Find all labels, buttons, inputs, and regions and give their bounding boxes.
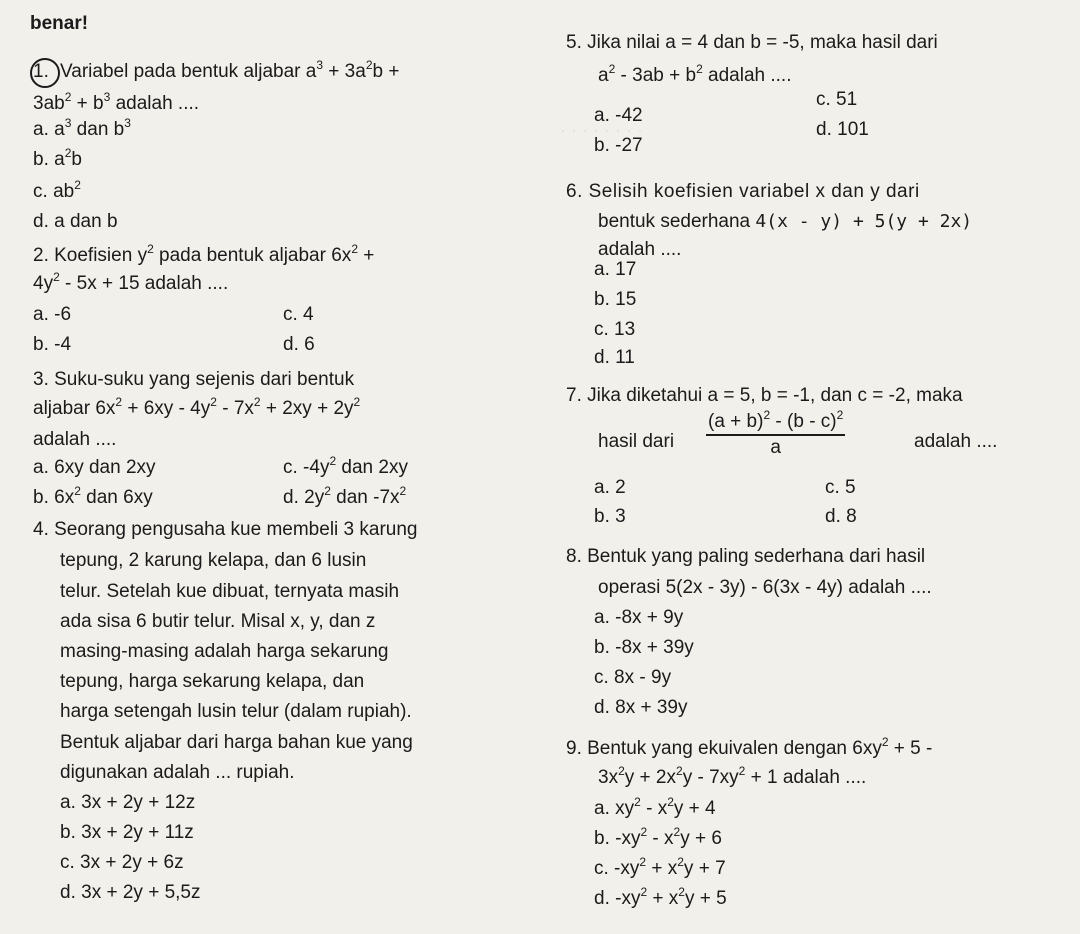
q2-option-d[interactable]: d. 6 xyxy=(283,334,315,355)
q2-stem-line-1: 2. Koefisien $y^2$ pada bentuk aljabar $6x^2$ + xyxy=(33,242,375,266)
q4-stem-line-8: Bentuk aljabar dari harga bahan kue yang xyxy=(60,732,413,753)
q2-option-a[interactable]: a. -6 xyxy=(33,304,72,325)
q5-option-d[interactable]: d. 101 xyxy=(816,119,869,140)
bleed-through-text: · · · · · · · · xyxy=(560,120,643,140)
q4-stem-line-2: tepung, 2 karung kelapa, dan 6 lusin xyxy=(60,550,367,571)
q7-fraction-denominator: a xyxy=(770,437,781,458)
q9-option-a[interactable]: a. $xy^2 - x^2y + 4$ xyxy=(594,795,716,819)
q7-adalah: adalah .... xyxy=(914,431,998,452)
q1-option-a[interactable]: a. $a^3$ dan $b^3$ xyxy=(33,116,131,140)
q4-option-a[interactable]: a. 3x + 2y + 12z xyxy=(60,792,196,813)
q1-option-b[interactable]: b. $a^2b$ xyxy=(33,146,82,170)
q1-option-d[interactable]: d. a dan b xyxy=(33,211,118,232)
q4-stem-line-1: 4. Seorang pengusaha kue membeli 3 karung xyxy=(33,519,418,540)
q4-stem-line-4: ada sisa 6 butir telur. Misal x, y, dan z xyxy=(60,611,376,632)
q3-option-d[interactable]: d. $2y^2$ dan $-7x^2$ xyxy=(283,484,407,508)
q8-option-b[interactable]: b. -8x + 39y xyxy=(594,637,694,658)
q7-stem-line-1: 7. Jika diketahui a = 5, b = -1, dan c = -2, maka xyxy=(566,385,963,406)
q2-option-b[interactable]: b. -4 xyxy=(33,334,72,355)
q4-option-d[interactable]: d. 3x + 2y + 5,5z xyxy=(60,882,201,903)
q4-option-c[interactable]: c. 3x + 2y + 6z xyxy=(60,852,184,873)
q7-option-c[interactable]: c. 5 xyxy=(825,477,856,498)
q7-option-a[interactable]: a. 2 xyxy=(594,477,626,498)
q4-stem-line-3: telur. Setelah kue dibuat, ternyata masih xyxy=(60,581,400,602)
q6-stem-line-2: bentuk sederhana 4(x - y) + 5(y + 2x) xyxy=(598,211,973,232)
q8-stem-line-1: 8. Bentuk yang paling sederhana dari hasil xyxy=(566,546,926,567)
q8-option-a[interactable]: a. -8x + 9y xyxy=(594,607,684,628)
q4-stem-line-9: digunakan adalah ... rupiah. xyxy=(60,762,295,783)
q5-option-b[interactable]: b. -27 xyxy=(594,135,643,156)
q8-option-c[interactable]: c. 8x - 9y xyxy=(594,667,672,688)
q3-stem-line-3: adalah .... xyxy=(33,429,117,450)
q5-option-c[interactable]: c. 51 xyxy=(816,89,858,110)
q9-option-d[interactable]: d. $-xy^2 + x^2y + 5$ xyxy=(594,885,727,909)
q6-stem-line-1: 6. Selisih koefisien variabel x dan y dari xyxy=(566,181,920,202)
q4-stem-line-6: tepung, harga sekarung kelapa, dan xyxy=(60,671,365,692)
q9-stem-line-2: $3x^2y + 2x^2y - 7xy^2 + 1$ adalah .... xyxy=(598,764,867,788)
q4-stem-line-5: masing-masing adalah harga sekarung xyxy=(60,641,389,662)
q9-stem-line-1: 9. Bentuk yang ekuivalen dengan $6xy^2 + 5$ - xyxy=(566,735,933,759)
q6-option-d[interactable]: d. 11 xyxy=(594,347,635,368)
q5-option-a[interactable]: a. -42 xyxy=(594,105,643,126)
q6-stem-line-3: adalah .... xyxy=(598,239,682,260)
q7-option-b[interactable]: b. 3 xyxy=(594,506,626,527)
q6-option-b[interactable]: b. 15 xyxy=(594,289,637,310)
q7-hasil-dari: hasil dari xyxy=(598,431,675,452)
q1-number: 1. xyxy=(33,61,49,82)
q3-option-c[interactable]: c. $-4y^2$ dan 2xy xyxy=(283,454,408,478)
q1-stem-line-2: $3ab^2 + b^3$ adalah .... xyxy=(33,90,200,114)
q3-stem-line-1: 3. Suku-suku yang sejenis dari bentuk xyxy=(33,369,355,390)
q7-fraction-numerator: $(a + b)^2 - (b - c)^2$ xyxy=(706,410,845,436)
q3-stem-line-2: aljabar $6x^2 + 6xy - 4y^2 - 7x^2 + 2xy + 2y^2$ xyxy=(33,395,361,419)
q5-stem-line-1: 5. Jika nilai a = 4 dan b = -5, maka hasil dari xyxy=(566,32,938,53)
q9-option-b[interactable]: b. $-xy^2 - x^2y + 6$ xyxy=(594,825,722,849)
q7-fraction xyxy=(706,410,845,460)
q6-option-a[interactable]: a. 17 xyxy=(594,259,637,280)
q4-option-b[interactable]: b. 3x + 2y + 11z xyxy=(60,822,194,843)
q6-option-c[interactable]: c. 13 xyxy=(594,319,636,340)
q8-stem-line-2: operasi 5(2x - 3y) - 6(3x - 4y) adalah .... xyxy=(598,577,932,598)
q2-stem-line-2: $4y^2 - 5x + 15$ adalah .... xyxy=(33,270,229,294)
page-header: benar! xyxy=(30,13,89,34)
q9-option-c[interactable]: c. $-xy^2 + x^2y + 7$ xyxy=(594,855,726,879)
q2-option-c[interactable]: c. 4 xyxy=(283,304,314,325)
q8-option-d[interactable]: d. 8x + 39y xyxy=(594,697,688,718)
q7-option-d[interactable]: d. 8 xyxy=(825,506,857,527)
q5-stem-line-2: $a^2 - 3ab + b^2$ adalah .... xyxy=(598,62,792,86)
q4-stem-line-7: harga setengah lusin telur (dalam rupiah). xyxy=(60,701,412,722)
q3-option-b[interactable]: b. $6x^2$ dan 6xy xyxy=(33,484,153,508)
q1-option-c[interactable]: c. $ab^2$ xyxy=(33,178,81,202)
q1-stem-line-1: Variabel pada bentuk aljabar $a^3 + 3a^2b$ + xyxy=(60,58,400,82)
q3-option-a[interactable]: a. 6xy dan 2xy xyxy=(33,457,156,478)
